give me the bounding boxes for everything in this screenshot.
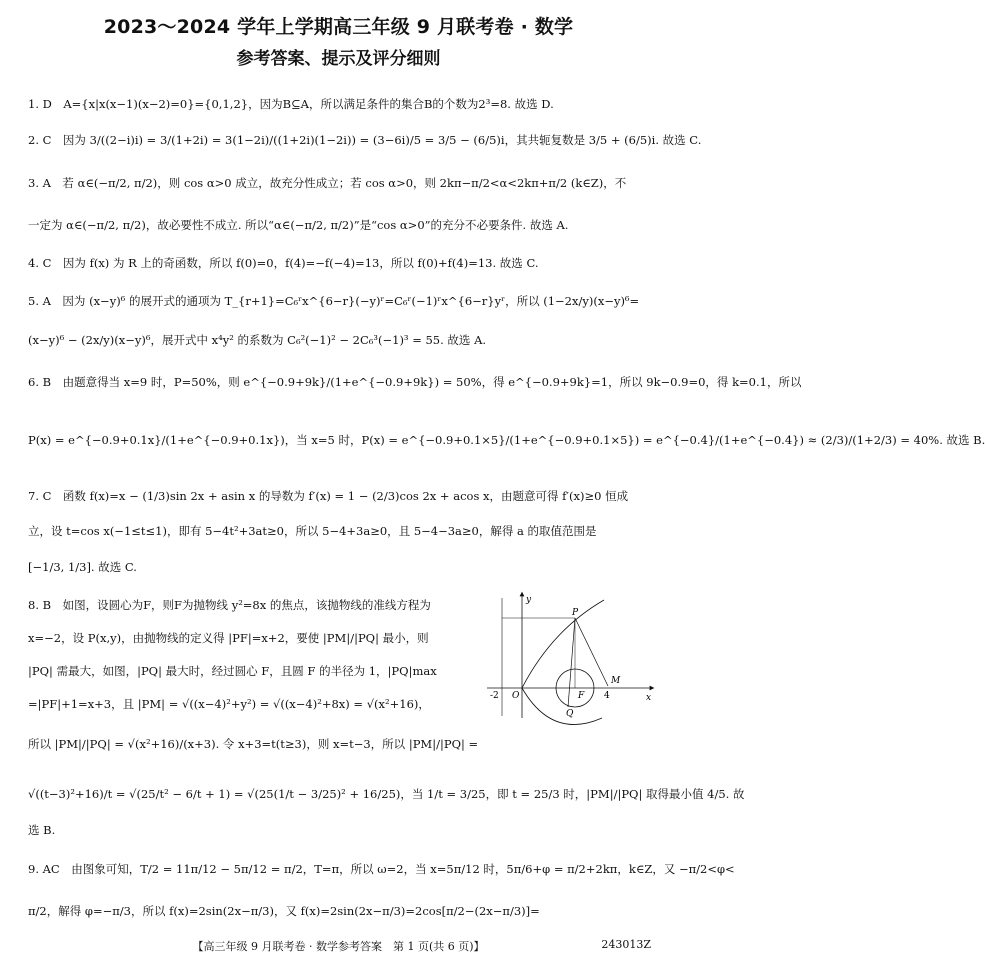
answer-7-line-c: [−1/3, 1/3]. 故选 C. xyxy=(28,560,137,574)
page-subtitle: 参考答案、提示及评分细则 xyxy=(236,49,441,69)
segment-pm xyxy=(575,618,608,686)
answer-8-line-f: √((t−3)²+16)/t = √(25/t² − 6/t + 1) = √(25(1/t − 3/25)² + 16/25)，当 1/t = 3/25，即 t = 25/3 时，|PM|/|PQ| 取得最小值 4/5. 故 xyxy=(28,787,745,801)
answer-8-line-g: 选 B. xyxy=(28,823,56,837)
answer-8-line-b: x=−2，设 P(x,y)，由抛物线的定义得 |PF|=x+2，要使 |PM|/|PQ| 最小，则 xyxy=(28,631,429,645)
answer-3-line-b: 一定为 α∈(−π/2, π/2)，故必要性不成立. 所以“α∈(−π/2, π/2)”是“cos α>0”的充分不必要条件. 故选 A. xyxy=(28,218,569,232)
label-y: y xyxy=(526,595,532,605)
label-x: x xyxy=(646,693,652,703)
answer-2-line: 2. C 因为 3/((2−i)i) = 3/(1+2i) = 3(1−2i)/((1+2i)(1−2i)) = (3−6i)/5 = 3/5 − (6/5)i，其共轭复数是 3/5 + (6/5)i. 故选 C. xyxy=(28,133,702,147)
answer-9-line-a: 9. AC 由图象可知，T/2 = 11π/12 − 5π/12 = π/2，T=π，所以 ω=2，当 x=5π/12 时，5π/6+φ = π/2+2kπ，k∈Z，又 −π/2<φ< xyxy=(28,862,735,876)
answer-3-line-a: 3. A 若 α∈(−π/2, π/2)，则 cos α>0 成立，故充分性成立；若 cos α>0，则 2kπ−π/2<α<2kπ+π/2 (k∈Z)，不 xyxy=(28,176,627,190)
answer-5-line-b: (x−y)⁶ − (2x/y)(x−y)⁶，展开式中 x⁴y² 的系数为 C₆²(−1)² − 2C₆³(−1)³ = 55. 故选 A. xyxy=(28,333,487,347)
answer-6-line-b: P(x) = e^{−0.9+0.1x}/(1+e^{−0.9+0.1x})，当 x=5 时，P(x) = e^{−0.9+0.1×5}/(1+e^{−0.9+0.1×5}) = e^{−0.4}/(1+e^{−0.4}) ≈ (2/3)/(1+2/3) = 40%. 故选 B. xyxy=(28,433,985,447)
page-title: 2023～2024 学年上学期高三年级 9 月联考卷 · 数学 xyxy=(103,16,574,38)
label-p: P xyxy=(572,608,579,618)
segment-pq xyxy=(568,618,575,707)
page-footer: 【高三年级 9 月联考卷 · 数学参考答案 第 1 页(共 6 页)】 xyxy=(192,940,485,953)
answer-7-line-b: 立，设 t=cos x(−1≤t≤1)，即有 5−4t²+3at≥0，所以 5−4+3a≥0，且 5−4−3a≥0，解得 a 的取值范围是 xyxy=(28,524,597,538)
label-f: F xyxy=(578,691,585,701)
parabola-curve xyxy=(522,600,604,725)
answer-8-line-a: 8. B 如图，设圆心为F，则F为抛物线 y²=8x 的焦点，该抛物线的准线方程为 xyxy=(28,598,431,612)
label-neg2: -2 xyxy=(490,691,499,701)
parabola-circle-figure xyxy=(482,590,657,720)
answer-7-line-a: 7. C 函数 f(x)=x − (1/3)sin 2x + asin x 的导数为 f′(x) = 1 − (2/3)cos 2x + acos x，由题意可得 f′(x)≥0 恒成 xyxy=(28,489,629,503)
answer-8-line-d: =|PF|+1=x+3，且 |PM| = √((x−4)²+y²) = √((x−4)²+8x) = √(x²+16)， xyxy=(28,697,430,711)
answer-1-line: 1. D A={x|x(x−1)(x−2)=0}={0,1,2}，因为B⊆A，所以满足条件的集合B的个数为2³=8. 故选 D. xyxy=(28,97,554,111)
label-m: M xyxy=(611,676,621,686)
answer-6-line-a: 6. B 由题意得当 x=9 时，P=50%，则 e^{−0.9+9k}/(1+e^{−0.9+9k}) = 50%，得 e^{−0.9+9k}=1，所以 9k−0.9=0，得 k=0.1，所以 xyxy=(28,375,802,389)
answer-4-line: 4. C 因为 f(x) 为 R 上的奇函数，所以 f(0)=0，f(4)=−f(−4)=13，所以 f(0)+f(4)=13. 故选 C. xyxy=(28,256,539,270)
label-o: O xyxy=(512,691,520,701)
paper-code: 243013Z xyxy=(601,938,651,951)
answer-8-line-c: |PQ| 需最大，如图，|PQ| 最大时，经过圆心 F，且圆 F 的半径为 1，|PQ|max xyxy=(28,664,437,678)
answer-9-line-b: π/2，解得 φ=−π/3，所以 f(x)=2sin(2x−π/3)，又 f(x)=2sin(2x−π/3)=2cos[π/2−(2x−π/3)]= xyxy=(28,904,540,918)
answer-5-line-a: 5. A 因为 (x−y)⁶ 的展开式的通项为 T_{r+1}=C₆ʳx^{6−r}(−y)ʳ=C₆ʳ(−1)ʳx^{6−r}yʳ，所以 (1−2x/y)(x−y)⁶= xyxy=(28,294,640,308)
label-q: Q xyxy=(566,709,574,719)
answer-8-line-e: 所以 |PM|/|PQ| = √(x²+16)/(x+3). 令 x+3=t(t≥3)，则 x=t−3，所以 |PM|/|PQ| = xyxy=(28,737,479,751)
label-4: 4 xyxy=(604,691,610,701)
